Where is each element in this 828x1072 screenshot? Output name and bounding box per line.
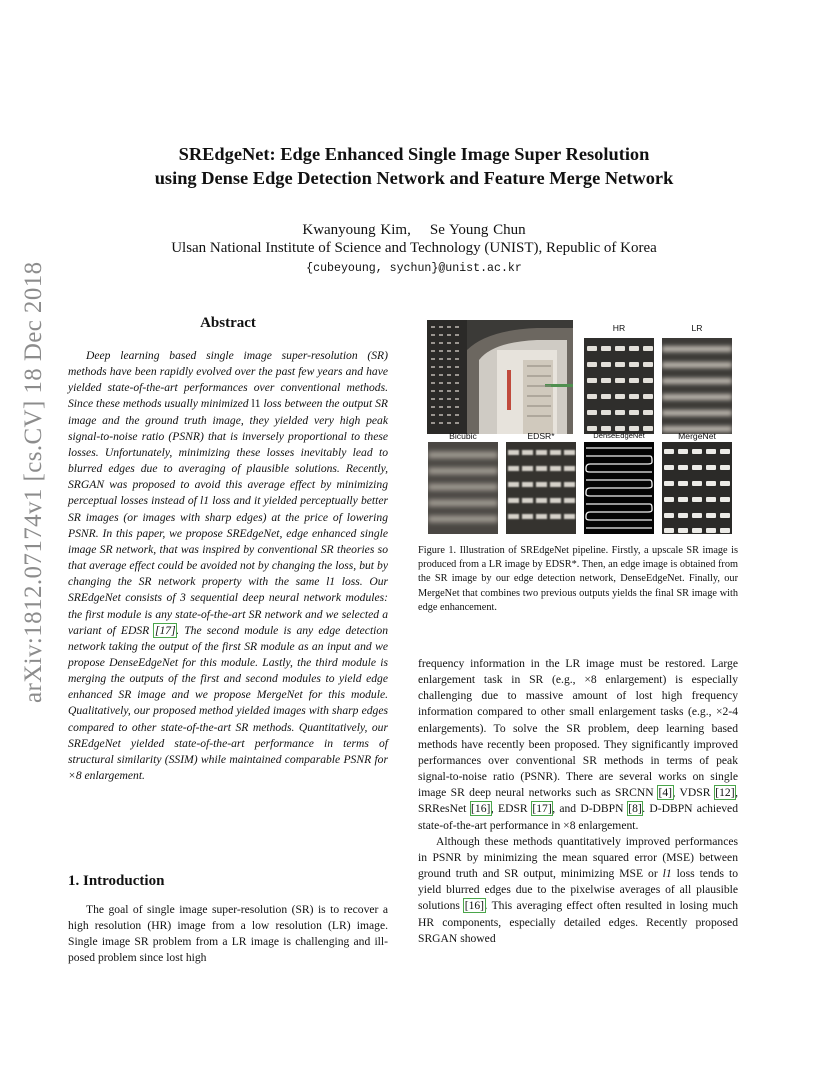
figure-panel-bicubic [428, 442, 498, 534]
citation-link-16[interactable]: [16] [471, 802, 491, 816]
figure-panel-edsr [506, 442, 576, 534]
abstract-body [68, 348, 388, 784]
right-paragraph-1: frequency information in the LR image must be restored. Large enlargement task in SR (e.g., ×8 enlargement) is especially challenging due to massive amount of lost high frequency information compared to other small enlargement tasks (e.g., ×2-4 enlargements). To solve the SR problem, deep learning based methods have recently been proposed. They significantly improved performances over conventional SR methods in terms of peak signal-to-noise ratio (PSNR). There are several works on single image SR deep neural networks such as SRCNN [4], VDSR [12], SRResNet [16], EDSR [17], and D-DBPN [8]. D-DBPN achieved state-of-the-art performance in ×8 enlargement. [418, 657, 738, 832]
intro-text: The goal of single image super-resolution (SR) is to recover a high resolution (HR) image from a low resolution (LR) image. Single image SR problem from a LR image is challenging and ill-posed problem since lost high [68, 903, 388, 965]
figure-panel-hr [584, 338, 654, 434]
figure-1 [424, 318, 740, 534]
abstract-l1-math: l1 [251, 397, 261, 411]
right-paragraph-2: Although these methods quantitatively improved performances in PSNR by minimizing the mean squared error (MSE) between ground truth and SR output, minimizing MSE or l1 loss tends to yield blurred edges due to the pixelwise averages of all plausible solutions [16]. This averaging effect often resulted in losing much HR components, especially detailed edges. Recently proposed SRGAN showed [418, 834, 738, 945]
citation-link-4[interactable]: [4] [658, 786, 673, 800]
figure-panel-mergenet [662, 442, 732, 534]
citation-link-8[interactable]: [8] [628, 802, 642, 816]
abstract-text: loss. Our SREdgeNet consists of 3 sequential deep neural network modules: the first module is any state-of-the-art SR network and we selected a variant of EDSR [68, 575, 388, 637]
label-denseedgenet: DenseEdgeNet [593, 431, 645, 440]
abstract-text: . The second module is any edge detection network taking the output of the first SR module as an input and we propose DenseEdgeNet for this module. Lastly, the third module is merging the outputs of the first and second modules to yield edge enhanced SR image and we propose MergeNet for this module. Qualitatively, our proposed method yielded images with sharp edges compared to other state-of-the-art SR methods. Quantitatively, our SREdgeNet yielded state-of-the-art performance in terms of structural similarity (SSIM) while maintained comparable PSNR for ×8 enlargement. [68, 623, 388, 783]
figure-panel-denseedgenet [584, 442, 654, 534]
paper-title [90, 142, 738, 190]
arxiv-sidebar-identifier: arXiv:1812.07174v1 [cs.CV] 18 Dec 2018 [20, 261, 47, 703]
l1-math: l1 [662, 867, 672, 881]
abstract-l1-math: l1 [200, 494, 210, 508]
citation-link-16[interactable]: [16] [464, 899, 485, 913]
author-emails: {cubeyoung, sychun}@unist.ac.kr [306, 262, 522, 275]
citation-link-12[interactable]: [12] [715, 786, 735, 800]
title-line-2: using Dense Edge Detection Network and Feature Merge Network [154, 168, 674, 188]
figure-panel-lr [662, 338, 732, 434]
label-lr: LR [691, 323, 703, 333]
right-column-body [418, 656, 738, 947]
citation-link-17[interactable]: [17] [154, 623, 176, 637]
label-bicubic: Bicubic [449, 431, 477, 441]
authors: Kwanyoung Kim, Se Young Chun [302, 222, 526, 238]
abstract-text: loss between the output SR image and the ground truth image, they yielded very high peak signal-to-noise ratio (PSNR) that is inversely proportional to these losses. Unfortunately, minimizing these losses inevitably lead to blurred edges due to averaging of plausible solutions. Recently, SRGAN was proposed to avoid this average effect by minimizing perceptual losses instead of [68, 397, 388, 508]
abstract-heading: Abstract [200, 315, 256, 331]
abstract-text: loss and it yielded perceptually better SR images (or images with sharp edges) at the price of lowering PSNR. In this paper, we propose SREdgeNet, edge enhanced single image SR network, that was inspired by conventional SR theories so that average effect could be avoided not by changing the loss, but by changing the SR network property with the same [68, 494, 388, 589]
abstract-text: Deep learning based single image super-resolution (SR) methods have been rapidly evolved over the past few years and have yielded state-of-the-art performances over conventional methods. Since these methods usually minimized [68, 349, 388, 411]
figure-1-caption: Figure 1. Illustration of SREdgeNet pipeline. Firstly, a upscale SR image is produced from a LR image by EDSR*. Then, an edge image is obtained from the SR image by our edge detection network, DenseEdgeNet. Finally, our MergeNet that combines two previous outputs yields the final SR image with edge enhancement. [418, 545, 738, 613]
label-mergenet: MergeNet [678, 431, 716, 441]
label-edsr: EDSR* [527, 431, 555, 441]
affiliation: Ulsan National Institute of Science and Technology (UNIST), Republic of Korea [171, 240, 657, 256]
label-hr: HR [612, 323, 626, 333]
introduction-paragraph [68, 902, 388, 967]
introduction-heading: 1. Introduction [68, 873, 165, 889]
abstract-l1-math: l1 [326, 575, 336, 589]
figure-building-photo [427, 320, 573, 434]
citation-link-17[interactable]: [17] [532, 802, 552, 816]
title-line-1: SREdgeNet: Edge Enhanced Single Image Super Resolution [178, 144, 650, 164]
